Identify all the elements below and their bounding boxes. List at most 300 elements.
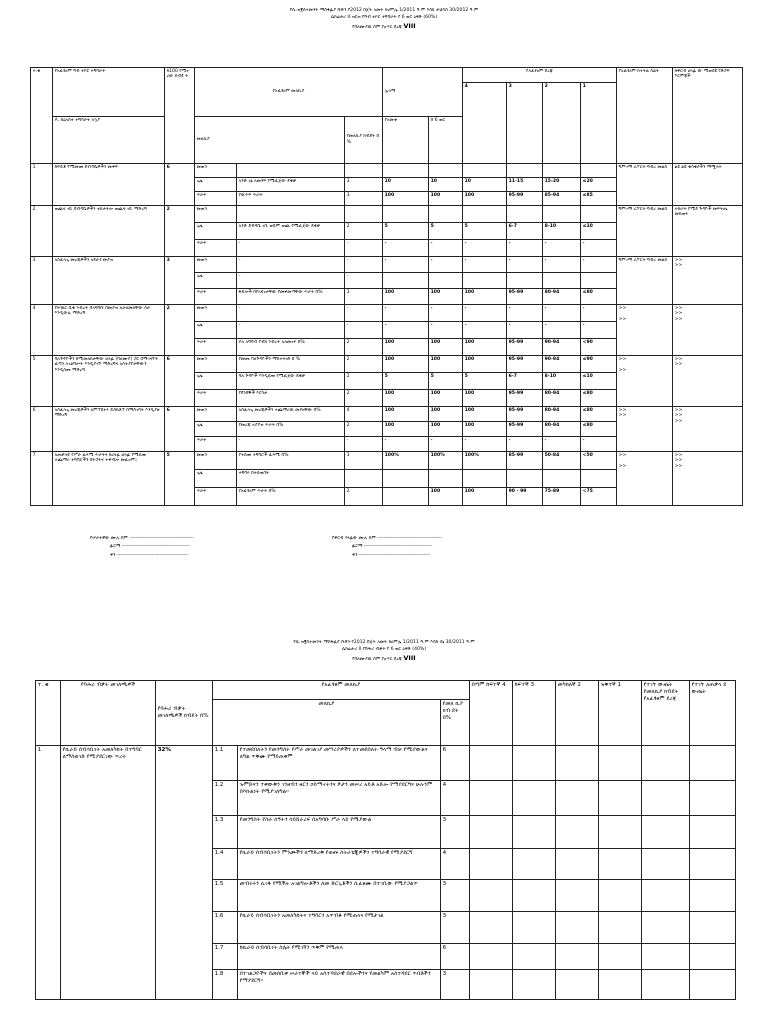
measure-p6: 100 — [429, 289, 463, 305]
measure-text: ባለ ጉዳዮች እንዲሰጡ የሚፈጀው ደቂቃ — [237, 373, 345, 390]
measure-l3: 6-7 — [507, 373, 543, 390]
measure-w: 2 — [345, 223, 383, 240]
measure-p6: 100 — [429, 422, 463, 437]
measure-l3: 95-99 — [507, 356, 543, 373]
measure-w: - — [345, 437, 383, 452]
page2-header-line3 — [0, 654, 768, 664]
measure-p6: 100 — [429, 339, 463, 356]
employee-sign-line: ፊርማ ----------------------------------------- — [110, 544, 190, 550]
level-1-header: 1 — [581, 83, 617, 164]
item-code: 1.2 — [213, 781, 238, 816]
measure-w: 3 — [345, 452, 383, 470]
empty-score-cell — [556, 781, 599, 816]
page1-grade-label: የባለሙያዉ ስም የዐጥር ደረጃ — [352, 24, 402, 30]
task-subrow — [31, 305, 743, 322]
measure-w — [345, 206, 383, 223]
measure-l1: ≤80 — [581, 390, 617, 407]
sub-a-header: A. ከዕለስተ ተግባራት አኳያ — [53, 117, 165, 164]
measure-py — [383, 488, 429, 506]
measure-l4 — [463, 470, 507, 488]
empty-score-cell — [642, 816, 690, 849]
measure-py: 5 — [383, 373, 429, 390]
measure-l1: <90 — [581, 339, 617, 356]
empty-score-cell — [556, 970, 599, 1000]
task-supervisor-support: >> >> >> — [673, 452, 743, 506]
measure-text — [237, 206, 345, 223]
c-col-competency-header: የባሕሪ ብቃት መገለጫዎች — [61, 681, 156, 746]
col-evidence-header: የአፈፃፀም ከተትል ስልት — [617, 68, 673, 164]
empty-score-cell — [556, 944, 599, 970]
item-text: የኪራይ ሰብሳቢነትን ምንጮችን ለማድረቅ የወጡ ስትራቴጂዎችን ተግባራዊ የሚያደርግ — [238, 849, 441, 880]
task-evidence: >> >> — [617, 356, 673, 407]
measure-l2: 80-94 — [543, 422, 581, 437]
task-weight: 2 — [165, 206, 195, 257]
col-plan-header: ኢላማ — [383, 68, 463, 117]
measure-text: አንድ ደብዳቤ ገቢ ወይም ወጪ የሚፈጀው ደቂቃ — [237, 223, 345, 240]
task-subrow — [31, 452, 743, 470]
competency-text: የኪራይ ሰብሳቢነት አመለካከት በተግባር ለማስወገድ የሚያደርገው ጥረት — [61, 746, 156, 1000]
empty-score-cell — [470, 781, 513, 816]
task-subrow — [31, 356, 743, 373]
measure-l1: ≤20 — [581, 178, 617, 192]
measure-py — [383, 206, 429, 223]
measure-w: 3 — [345, 192, 383, 206]
empty-score-cell — [599, 746, 642, 781]
measure-p6 — [429, 164, 463, 178]
item-text: የተመደበለትን የመንግስት የሥራ መገልገያ መሣሪያዎችን ለተመደበለት ዓላማ ብቻ የሚያውልና ለግል ጥቅሙ የማይጠቀም — [238, 746, 441, 781]
level-2-header: 2 — [543, 83, 581, 164]
measure-l2: - — [543, 240, 581, 257]
measure-p6: 5 — [429, 373, 463, 390]
employee-signature-block — [90, 535, 194, 560]
empty-score-cell — [599, 970, 642, 1000]
measure-l4: 100 — [463, 356, 507, 373]
task-weight: 5 — [165, 452, 195, 506]
employee-date-line: ቀን ------------------------------------------- — [110, 552, 189, 558]
task-no: 3 — [31, 257, 53, 305]
empty-score-cell — [470, 880, 513, 912]
empty-score-cell — [556, 880, 599, 912]
measure-p6 — [429, 273, 463, 289]
page2-header — [0, 640, 768, 664]
measure-w: - — [345, 257, 383, 273]
measure-py: 100 — [383, 339, 429, 356]
task-supervisor-support: ተከራት የሚደ ጉዳዮች መፍትሔ መስጠት — [673, 206, 743, 257]
empty-score-cell — [599, 912, 642, 944]
measure-l4: 100% — [463, 452, 507, 470]
item-code: 1.5 — [213, 880, 238, 912]
measure-l3 — [507, 206, 543, 223]
empty-score-cell — [690, 746, 736, 781]
measure-text: - — [237, 257, 345, 273]
measure-l2: 85-94 — [543, 192, 581, 206]
measure-l1 — [581, 206, 617, 223]
measure-kind: ጥራት — [195, 390, 237, 407]
page2-header-line2: ሴክሬታሪ II የባሕሪ ብቃት የ 6 ወር ዕቅድ (40%) — [341, 646, 427, 652]
measure-l4: 100 — [463, 390, 507, 407]
measure-kind: ጊዜ — [195, 422, 237, 437]
empty-score-cell — [690, 849, 736, 880]
page1-header-line2: ሴክሬታሪ II ዝርዝ የግብ ተኮር ተግባራት የ 6 ወር ዕቅድ (60%) — [330, 14, 438, 20]
task-subrow — [31, 257, 743, 273]
task-evidence: >> >> — [617, 305, 673, 356]
empty-score-cell — [599, 880, 642, 912]
measure-l4: - — [463, 322, 507, 339]
measure-text: የደንበኞች እርካታ — [237, 390, 345, 407]
measure-kind: ጊዜ — [195, 273, 237, 289]
empty-score-cell — [690, 880, 736, 912]
task-no: 5 — [31, 356, 53, 407]
empty-score-cell — [513, 944, 556, 970]
measure-kind: ጥራት — [195, 289, 237, 305]
item-text: ዝምድናን ተቀውቅን ገንዘብን ዘርን ኃይማኖትንና ፆታን መሠረ አይቶ አድሎ የማያደርግና ሁሉንም በእኩልነት የሚያገለግል፡፡ — [238, 781, 441, 816]
empty-score-cell — [690, 912, 736, 944]
task-no: 7 — [31, 452, 53, 506]
c-total-header: የተገኘ አጠቃላ ይ ውጤት — [690, 681, 736, 746]
page1-header-line3 — [0, 22, 768, 32]
supervisor-name-line: የቅርብ ሃላፊው ሙሉ ስም --------------------------------------- — [332, 536, 442, 541]
measure-kind: ጥራት — [195, 488, 237, 506]
measure-py: 100 — [383, 356, 429, 373]
empty-score-cell — [470, 849, 513, 880]
measure-w — [345, 164, 383, 178]
empty-score-cell — [470, 746, 513, 781]
plan-6-header: በ 6 ወር — [429, 117, 463, 164]
task-supervisor-support: >> >> — [673, 257, 743, 305]
measure-l4: - — [463, 257, 507, 273]
measure-l4: 5 — [463, 223, 507, 240]
competency-item-row — [36, 746, 736, 781]
task-text: ወጪና ገቢ ደብዳቤዎችን ተከታትሎ ወጪና ገቢ ማድረግ — [53, 206, 165, 257]
measure-w: 2 — [345, 356, 383, 373]
measure-w: 2 — [345, 373, 383, 390]
empty-score-cell — [513, 880, 556, 912]
task-weight: 6 — [165, 164, 195, 206]
measure-l1: - — [581, 437, 617, 452]
item-text: የመንግስት የስራ ሰዓትን ሳይሸራረፍ በአግባቡ ሥራ ላይ የሚያውል — [238, 816, 441, 849]
measure-l3 — [507, 470, 543, 488]
measure-l1: - — [581, 322, 617, 339]
empty-score-cell — [470, 912, 513, 944]
measure-p6 — [429, 470, 463, 488]
measure-text: - — [237, 273, 345, 289]
measure-l2: 80-94 — [543, 390, 581, 407]
col-weight-header-text: ከ100 የሚኖ ረው ክብደ ት — [166, 68, 190, 80]
measure-l3: - — [507, 305, 543, 322]
empty-score-cell — [599, 816, 642, 849]
empty-score-cell — [470, 944, 513, 970]
measure-kind: መጠን — [195, 407, 237, 422]
item-code: 1.1 — [213, 746, 238, 781]
measure-py — [383, 164, 429, 178]
measure-text: - — [237, 240, 345, 257]
measure-kind: ጊዜ — [195, 322, 237, 339]
task-supervisor-support: >> >> — [673, 356, 743, 407]
task-weight: 2 — [165, 305, 195, 356]
task-evidence: >> >> — [617, 407, 673, 452]
measure-l2 — [543, 164, 581, 178]
item-text: የኪራይ ሰብሳቢነትን አመለካከትና ተግባርን አጥብቆ የሚጠላና የሚታገል — [238, 912, 441, 944]
task-evidence: ግምገማ ሪፖርት ግብረ መልስ — [617, 206, 673, 257]
measure-kind: መጠን — [195, 257, 237, 273]
measure-text: - — [237, 322, 345, 339]
measure-weight-header: የመለኪያ ክብደት በ % — [345, 117, 383, 164]
measure-l3: 95-99 — [507, 390, 543, 407]
empty-score-cell — [556, 816, 599, 849]
measure-py: 100 — [383, 192, 429, 206]
task-evidence: ግምገማ ሪፖርት ግብረ መልስ — [617, 164, 673, 206]
measure-l4: 100 — [463, 289, 507, 305]
measure-text: - — [237, 437, 345, 452]
measure-w: - — [345, 240, 383, 257]
measure-l3: - — [507, 240, 543, 257]
empty-score-cell — [513, 849, 556, 880]
measure-kind: ጥራት — [195, 339, 237, 356]
measure-l4: 100 — [463, 422, 507, 437]
measure-l3: 95-99 — [507, 289, 543, 305]
competency-weight: 32% — [156, 746, 213, 1000]
competency-table — [35, 680, 736, 1000]
empty-score-cell — [556, 849, 599, 880]
measure-l1: - — [581, 305, 617, 322]
empty-score-cell — [556, 912, 599, 944]
measure-l1: ≤10 — [581, 373, 617, 390]
measure-py — [383, 470, 429, 488]
measure-l3: 85-99 — [507, 452, 543, 470]
task-text: ክፍይቶ የሚመጡ ደብዳቤዎችን መቀፍ — [53, 164, 165, 206]
measure-text: ፋይሎች በየአይነታቸው የመቀመጣቸው ጥራት በ% — [237, 289, 345, 305]
task-text: የሠዉር ቢቁ ንብረት በአግባቡ በመያዝ ለታለመለቸው ስራ እንዲውሉ ማድረግ — [53, 305, 165, 356]
page1-grade-value: VIII — [403, 21, 416, 30]
measure-py: - — [383, 305, 429, 322]
measure-p6: 100 — [429, 407, 463, 422]
measure-l2: 90-94 — [543, 339, 581, 356]
measure-l1: ≤90 — [581, 356, 617, 373]
measure-w: 3 — [345, 289, 383, 305]
measure-l3 — [507, 164, 543, 178]
measure-l4: 100 — [463, 339, 507, 356]
c-measure-weight-header: የመለ ኪያ ክብ ደት በ% — [441, 700, 470, 746]
item-weight: 4 — [441, 849, 470, 880]
task-subrow — [31, 206, 743, 223]
level-4-header: 4 — [463, 83, 507, 164]
measure-py: 100 — [383, 390, 429, 407]
measure-text: - — [237, 305, 345, 322]
page2-grade-value: VIII — [403, 653, 416, 662]
measure-l2: 8-10 — [543, 223, 581, 240]
measure-l3: - — [507, 257, 543, 273]
item-weight: 4 — [441, 781, 470, 816]
item-code: 1.3 — [213, 816, 238, 849]
measure-kind: መጠን — [195, 206, 237, 223]
measure-w: - — [345, 273, 383, 289]
c-level-2-header: መካከለኛ 2 — [556, 681, 599, 746]
page2-grade-label: የባለሙያዉ ስም የዐጥር ደረጃ — [352, 656, 402, 662]
measure-l3: 11-15 — [507, 178, 543, 192]
empty-score-cell — [513, 970, 556, 1000]
c-level-1-header: ዝቅተኛ 1 — [599, 681, 642, 746]
col-task-header: የአፈፃፀም ግብ ተኮር ተግባራት — [53, 68, 165, 117]
measure-w: - — [345, 322, 383, 339]
item-text: በተገልጋዮችና በመሰቢቀ ሠራተኞች ላይ አስተዳደራዊ በደሎችንና የመልካም አስተዳደር ጥበቶችን የማያደርግ፡፡ — [238, 970, 441, 1000]
competency-no: 1 — [36, 746, 61, 1000]
measure-py: - — [383, 240, 429, 257]
measure-p6: - — [429, 322, 463, 339]
measure-py: 100% — [383, 452, 429, 470]
measure-l3: 6-7 — [507, 223, 543, 240]
measure-kind: ጥራት — [195, 437, 237, 452]
supervisor-sign-line: ፊርማ ----------------------------------------- — [352, 544, 432, 550]
col-supervisor-header: ከቅርብ ሀላፊ ው ሚወሰዩ የድጋፍ እርምጃች — [673, 68, 743, 164]
measure-l2: - — [543, 437, 581, 452]
task-text: አስፈላጊ መረጃዎችን አደራጎ መያዝ — [53, 257, 165, 305]
measure-l2: - — [543, 322, 581, 339]
empty-score-cell — [599, 944, 642, 970]
plan-year-header: የአመቱ — [383, 117, 429, 164]
measure-p6: - — [429, 240, 463, 257]
empty-score-cell — [690, 944, 736, 970]
measure-text: ያለ አግባብ የብክ ንብረት አለመኖሩ በ% — [237, 339, 345, 356]
task-weight: 6 — [165, 407, 195, 452]
empty-score-cell — [642, 746, 690, 781]
measure-l4: - — [463, 305, 507, 322]
item-text: መብትሩን ሊገፋ የሚችሉ አገልግሎቶችን ለመ ድርጊቶችን ሲፈፀሙ በተገቢው የሚያጋልጥ — [238, 880, 441, 912]
measure-text: አስፈላጊ መረጃዎችን ተጨማሪዉ መያዛቸው በ% — [237, 407, 345, 422]
empty-score-cell — [642, 849, 690, 880]
measure-l1: <75 — [581, 488, 617, 506]
task-text: ባለጉዳዮችን ከሚመለከታቸው ኃላፊ (ባለሙያ) ጋር በማገናኘት ፈጣን አገልግሎት እንዲያገኙ ማድረግና አስተያየታቸውን እንዲሰጡ ማድረግ — [53, 356, 165, 407]
item-code: 1.7 — [213, 944, 238, 970]
measure-py: - — [383, 322, 429, 339]
task-evidence: ግምገማ ሪፖርት ግብረ መልስ — [617, 257, 673, 305]
measure-py — [383, 273, 429, 289]
task-supervisor-support: ልዩ ልዩ ቁሳቁሶችን ማሟላት — [673, 164, 743, 206]
measure-l2: - — [543, 305, 581, 322]
measure-l2 — [543, 206, 581, 223]
col-measure-header: የአፈፃፀም መለኪያ — [195, 68, 383, 117]
measure-py: 10 — [383, 178, 429, 192]
measure-l4 — [463, 206, 507, 223]
measure-text: የዉጥፍ ጥራት — [237, 192, 345, 206]
task-supervisor-support: >> >> >> — [673, 407, 743, 452]
measure-p6: 100 — [429, 488, 463, 506]
measure-l2: 75-89 — [543, 488, 581, 506]
measure-l2: 90-94 — [543, 356, 581, 373]
empty-score-cell — [470, 816, 513, 849]
measure-l2 — [543, 470, 581, 488]
measure-l1: ≤85 — [581, 192, 617, 206]
item-weight: 3 — [441, 880, 470, 912]
measure-py: 100 — [383, 289, 429, 305]
measure-l1: ≤80 — [581, 289, 617, 305]
measure-l4 — [463, 164, 507, 178]
competency-rows — [36, 746, 736, 1000]
c-measure-sub-header: መለኪያ — [213, 700, 441, 746]
measure-l1: ≤80 — [581, 422, 617, 437]
task-plan-table — [30, 67, 743, 506]
measure-sub-header: መለኪያ — [195, 117, 345, 164]
task-evidence: >> >> — [617, 452, 673, 506]
empty-score-cell — [642, 880, 690, 912]
measure-l4: 100 — [463, 488, 507, 506]
measure-kind: መጠን — [195, 452, 237, 470]
empty-score-cell — [599, 849, 642, 880]
col-weight-header — [165, 68, 195, 164]
empty-score-cell — [599, 781, 642, 816]
task-subrow — [31, 164, 743, 178]
measure-l3: 95-99 — [507, 422, 543, 437]
measure-w: - — [345, 305, 383, 322]
task-subrow — [31, 407, 743, 422]
measure-py: - — [383, 257, 429, 273]
task-weight: 6 — [165, 356, 195, 407]
page1-header-line1: የሲ.ዝ፪ሰተመንት ማስፋፊያ ቡድን የ2012 በጀት አመት ከሀምሌ 1/2011 ዓ.ም እስከ ታህሳስ 30/2012 ዓ.ም — [289, 8, 479, 13]
measure-kind: ጥራት — [195, 240, 237, 257]
measure-w: 2 — [345, 339, 383, 356]
c-col-no-header: ተ. ቁ — [36, 681, 61, 746]
item-weight: 3 — [441, 970, 470, 1000]
task-supervisor-support: >> >> >> — [673, 305, 743, 356]
empty-score-cell — [642, 912, 690, 944]
task-no: 4 — [31, 305, 53, 356]
page2-header-line1: የሲ.ዝ፪ሰተመንት ማስፋፊያ ቡድን የ2012 በጀት አመት ከሀምሌ 1/2011 ዓ.ም እስከ ሰኔ 30/2011 ዓ.ም — [293, 640, 475, 645]
measure-l2 — [543, 273, 581, 289]
task-no: 2 — [31, 206, 53, 257]
empty-score-cell — [642, 781, 690, 816]
measure-l4: 100 — [463, 407, 507, 422]
measure-p6: 100 — [429, 192, 463, 206]
task-plan-rows — [31, 164, 743, 506]
measure-kind: ጥራት — [195, 192, 237, 206]
measure-p6: 100% — [429, 452, 463, 470]
employee-name-line: የሠራተኛው ሙሉ ስም --------------------------------------- — [90, 536, 194, 541]
page1-header — [0, 8, 768, 32]
measure-py: 100 — [383, 407, 429, 422]
measure-p6: - — [429, 257, 463, 273]
empty-score-cell — [556, 746, 599, 781]
c-achieved-header: የተገኘ ውጤት የመለኪያ ክብደት የአፈፃፀም ደረጃ — [642, 681, 690, 746]
measure-l3 — [507, 273, 543, 289]
measure-text: የተሰጡ ተግባሮች ፈጻሚ በ% — [237, 452, 345, 470]
measure-l4: 10 — [463, 178, 507, 192]
task-text: አጠቃላይ የሥራ ፈጻሚ ጥራትና ከሀላፊ ኃላፊ የሚሰጡ ተጨማሪ ተግባሮችን በትጋትና ተቀብሎ መፈፀም። — [53, 452, 165, 506]
empty-score-cell — [513, 746, 556, 781]
c-level-4-header: በጣም ከፍተኛ 4 — [470, 681, 513, 746]
measure-l3: 95-99 — [507, 192, 543, 206]
item-code: 1.4 — [213, 849, 238, 880]
measure-p6: 10 — [429, 178, 463, 192]
measure-w — [345, 470, 383, 488]
measure-kind: ጊዜ — [195, 178, 237, 192]
measure-kind: መጠን — [195, 164, 237, 178]
measure-py: 100 — [383, 422, 429, 437]
measure-text: የአፈፃፀም ጥራት በ% — [237, 488, 345, 506]
measure-text: ተግባሩ በተሰጠበት — [237, 470, 345, 488]
measure-py: - — [383, 437, 429, 452]
empty-score-cell — [470, 970, 513, 1000]
measure-l1: - — [581, 240, 617, 257]
measure-l3: 95-99 — [507, 339, 543, 356]
item-weight: 6 — [441, 746, 470, 781]
measure-w: 2 — [345, 488, 383, 506]
measure-p6: 100 — [429, 390, 463, 407]
task-weight: 3 — [165, 257, 195, 305]
level-3-header: 3 — [507, 83, 543, 164]
measure-p6: 5 — [429, 223, 463, 240]
measure-w: 4 — [345, 407, 383, 422]
measure-p6 — [429, 206, 463, 223]
task-no: 6 — [31, 407, 53, 452]
